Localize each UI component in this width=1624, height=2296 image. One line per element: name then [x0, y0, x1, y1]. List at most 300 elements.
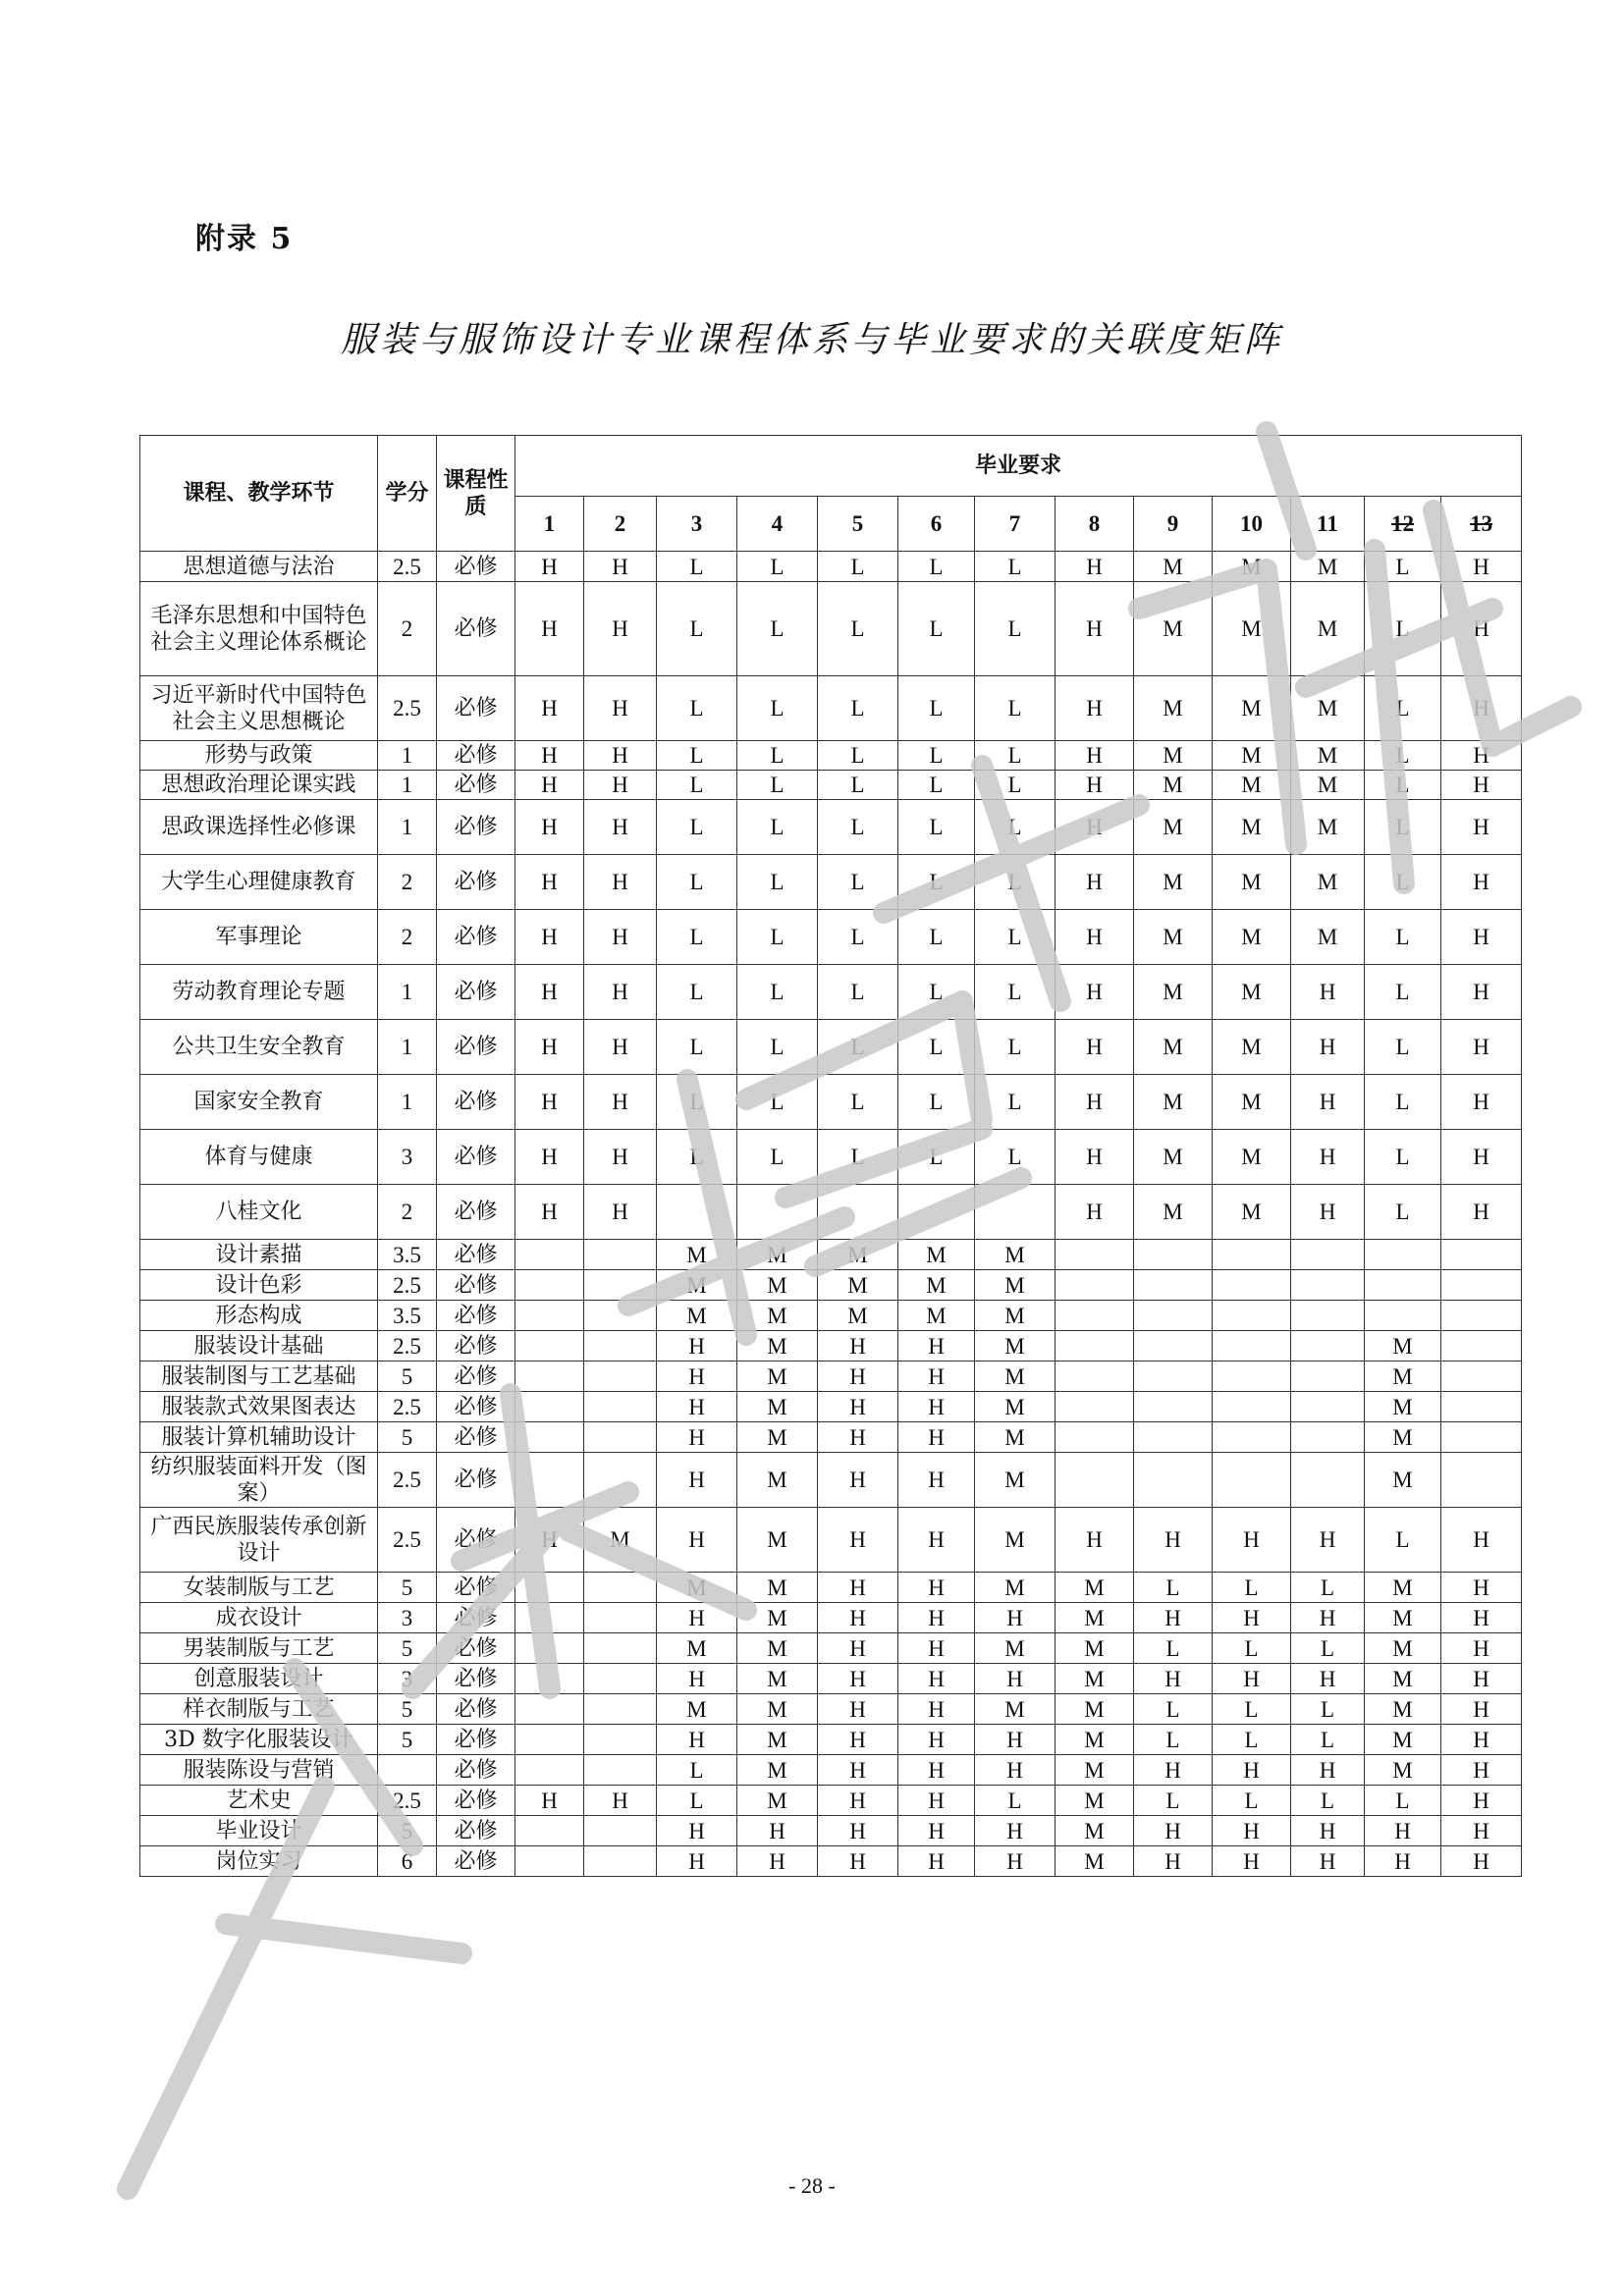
relevance-cell: M: [1056, 1846, 1134, 1877]
relevance-cell: M: [975, 1453, 1056, 1508]
course-credit: 3: [378, 1664, 437, 1694]
relevance-cell: L: [737, 1130, 818, 1185]
relevance-cell: [584, 1362, 657, 1392]
relevance-cell: [1213, 1422, 1291, 1453]
relevance-cell: H: [1365, 1846, 1441, 1877]
relevance-cell: H: [1134, 1508, 1213, 1573]
relevance-cell: H: [1441, 1694, 1522, 1725]
relevance-cell: M: [1365, 1331, 1441, 1362]
table-row: [140, 800, 1522, 855]
relevance-cell: H: [1134, 1603, 1213, 1633]
course-credit: 5: [378, 1362, 437, 1392]
relevance-cell: H: [898, 1362, 975, 1392]
relevance-cell: L: [657, 800, 737, 855]
table-row: [140, 1816, 1522, 1846]
course-name: 服装制图与工艺基础: [140, 1362, 378, 1392]
relevance-cell: H: [1056, 741, 1134, 771]
relevance-cell: [584, 1240, 657, 1270]
course-name: 大学生心理健康教育: [140, 855, 378, 910]
relevance-cell: L: [975, 552, 1056, 582]
course-name: 设计色彩: [140, 1270, 378, 1301]
relevance-cell: M: [1291, 741, 1365, 771]
course-credit: 2.5: [378, 676, 437, 741]
relevance-cell: L: [898, 741, 975, 771]
relevance-cell: H: [584, 965, 657, 1020]
course-nature: 必修: [437, 1392, 515, 1422]
header-req-11: 11: [1291, 497, 1365, 552]
relevance-cell: H: [975, 1725, 1056, 1755]
table-row: [140, 1422, 1522, 1453]
course-name: 体育与健康: [140, 1130, 378, 1185]
relevance-cell: H: [818, 1362, 898, 1392]
table-row: [140, 1694, 1522, 1725]
relevance-cell: M: [898, 1240, 975, 1270]
course-credit: 5: [378, 1816, 437, 1846]
relevance-cell: H: [818, 1816, 898, 1846]
relevance-cell: H: [1056, 1020, 1134, 1075]
relevance-cell: [1134, 1331, 1213, 1362]
relevance-cell: L: [898, 676, 975, 741]
relevance-cell: M: [737, 1573, 818, 1603]
relevance-cell: H: [898, 1755, 975, 1786]
relevance-cell: H: [657, 1816, 737, 1846]
relevance-cell: M: [1134, 582, 1213, 676]
header-req-13: 13: [1441, 497, 1522, 552]
relevance-cell: L: [818, 910, 898, 965]
relevance-cell: H: [1056, 1185, 1134, 1240]
relevance-cell: L: [818, 1130, 898, 1185]
relevance-cell: M: [1213, 1185, 1291, 1240]
relevance-cell: H: [1056, 582, 1134, 676]
relevance-cell: M: [975, 1422, 1056, 1453]
relevance-cell: M: [737, 1270, 818, 1301]
relevance-cell: [975, 1185, 1056, 1240]
relevance-cell: L: [1291, 1786, 1365, 1816]
relevance-cell: H: [1365, 1816, 1441, 1846]
relevance-cell: [737, 1185, 818, 1240]
relevance-cell: H: [657, 1362, 737, 1392]
course-credit: 2.5: [378, 552, 437, 582]
relevance-cell: [515, 1633, 584, 1664]
course-credit: 2.5: [378, 1270, 437, 1301]
relevance-cell: M: [1134, 552, 1213, 582]
relevance-cell: [584, 1603, 657, 1633]
relevance-cell: [515, 1331, 584, 1362]
relevance-cell: M: [1213, 1020, 1291, 1075]
relevance-cell: M: [737, 1453, 818, 1508]
relevance-cell: L: [737, 800, 818, 855]
relevance-cell: H: [1441, 1816, 1522, 1846]
relevance-cell: M: [975, 1240, 1056, 1270]
course-name: 劳动教育理论专题: [140, 965, 378, 1020]
relevance-cell: M: [1365, 1664, 1441, 1694]
course-nature: 必修: [437, 1603, 515, 1633]
relevance-cell: L: [657, 855, 737, 910]
relevance-cell: H: [1056, 800, 1134, 855]
relevance-cell: [584, 1816, 657, 1846]
table-row: [140, 1270, 1522, 1301]
relevance-cell: [515, 1725, 584, 1755]
relevance-cell: L: [737, 676, 818, 741]
relevance-cell: [1213, 1362, 1291, 1392]
course-nature: 必修: [437, 800, 515, 855]
relevance-cell: [515, 1846, 584, 1877]
relevance-cell: L: [1291, 1694, 1365, 1725]
relevance-cell: M: [1134, 910, 1213, 965]
relevance-cell: H: [515, 1508, 584, 1573]
relevance-cell: L: [975, 741, 1056, 771]
relevance-cell: H: [657, 1603, 737, 1633]
course-nature: 必修: [437, 1725, 515, 1755]
relevance-cell: L: [818, 771, 898, 800]
relevance-cell: H: [515, 1020, 584, 1075]
relevance-cell: H: [1441, 1755, 1522, 1786]
relevance-cell: L: [1365, 1185, 1441, 1240]
relevance-cell: M: [975, 1362, 1056, 1392]
relevance-cell: M: [898, 1270, 975, 1301]
relevance-cell: H: [1441, 582, 1522, 676]
header-course: 课程、教学环节: [140, 436, 378, 552]
relevance-cell: L: [1291, 1633, 1365, 1664]
relevance-cell: M: [1213, 910, 1291, 965]
relevance-cell: L: [1365, 855, 1441, 910]
relevance-cell: [515, 1816, 584, 1846]
relevance-cell: H: [584, 1185, 657, 1240]
course-name: 思想政治理论课实践: [140, 771, 378, 800]
header-req-3: 3: [657, 497, 737, 552]
relevance-cell: M: [1056, 1633, 1134, 1664]
relevance-cell: M: [737, 1331, 818, 1362]
table-row: [140, 1301, 1522, 1331]
table-row: [140, 1664, 1522, 1694]
course-credit: 1: [378, 1020, 437, 1075]
relevance-cell: M: [737, 1301, 818, 1331]
course-name: 习近平新时代中国特色社会主义思想概论: [140, 676, 378, 741]
relevance-cell: L: [1365, 1508, 1441, 1573]
relevance-cell: [1134, 1301, 1213, 1331]
course-nature: 必修: [437, 1846, 515, 1877]
relevance-cell: M: [737, 1362, 818, 1392]
relevance-cell: H: [515, 582, 584, 676]
relevance-cell: H: [898, 1331, 975, 1362]
relevance-cell: H: [898, 1633, 975, 1664]
relevance-cell: M: [1213, 1130, 1291, 1185]
relevance-cell: M: [898, 1301, 975, 1331]
relevance-cell: L: [975, 965, 1056, 1020]
relevance-cell: [1213, 1331, 1291, 1362]
relevance-cell: L: [975, 910, 1056, 965]
relevance-cell: M: [1291, 771, 1365, 800]
course-credit: 2: [378, 582, 437, 676]
relevance-cell: M: [1134, 855, 1213, 910]
table-row: [140, 552, 1522, 582]
relevance-cell: H: [1291, 1020, 1365, 1075]
relevance-cell: L: [898, 855, 975, 910]
relevance-cell: L: [1365, 552, 1441, 582]
relevance-cell: [515, 1664, 584, 1694]
relevance-cell: L: [975, 855, 1056, 910]
relevance-cell: L: [657, 1786, 737, 1816]
relevance-cell: H: [1134, 1664, 1213, 1694]
course-credit: 2: [378, 855, 437, 910]
table-row: [140, 965, 1522, 1020]
relevance-cell: H: [1291, 1508, 1365, 1573]
relevance-cell: H: [818, 1453, 898, 1508]
relevance-cell: H: [818, 1846, 898, 1877]
relevance-cell: L: [657, 1020, 737, 1075]
table-row: [140, 676, 1522, 741]
relevance-cell: [1291, 1270, 1365, 1301]
relevance-cell: H: [898, 1694, 975, 1725]
relevance-cell: H: [975, 1603, 1056, 1633]
relevance-cell: M: [737, 1603, 818, 1633]
relevance-cell: M: [1365, 1755, 1441, 1786]
relevance-cell: H: [818, 1786, 898, 1816]
relevance-cell: H: [898, 1664, 975, 1694]
course-credit: 1: [378, 771, 437, 800]
relevance-cell: M: [1056, 1664, 1134, 1694]
relevance-cell: H: [818, 1694, 898, 1725]
course-name: 男装制版与工艺: [140, 1633, 378, 1664]
relevance-cell: H: [515, 741, 584, 771]
relevance-cell: [584, 1633, 657, 1664]
relevance-cell: [515, 1603, 584, 1633]
relevance-cell: L: [818, 1020, 898, 1075]
relevance-cell: M: [1291, 855, 1365, 910]
course-nature: 必修: [437, 1453, 515, 1508]
course-nature: 必修: [437, 1694, 515, 1725]
course-name: 形态构成: [140, 1301, 378, 1331]
relevance-cell: [1056, 1301, 1134, 1331]
relevance-cell: M: [1134, 771, 1213, 800]
relevance-cell: H: [1134, 1816, 1213, 1846]
relevance-cell: [1441, 1331, 1522, 1362]
relevance-cell: H: [657, 1453, 737, 1508]
header-nature: 课程性质: [437, 436, 515, 552]
relevance-cell: L: [737, 965, 818, 1020]
relevance-cell: [1291, 1301, 1365, 1331]
course-credit: 5: [378, 1694, 437, 1725]
relevance-cell: L: [818, 800, 898, 855]
relevance-cell: M: [975, 1301, 1056, 1331]
relevance-cell: M: [1365, 1422, 1441, 1453]
course-credit: 2.5: [378, 1331, 437, 1362]
course-name: 纺织服装面料开发（图案）: [140, 1453, 378, 1508]
relevance-cell: M: [737, 1392, 818, 1422]
relevance-cell: H: [1213, 1816, 1291, 1846]
relevance-cell: M: [737, 1755, 818, 1786]
relevance-cell: H: [1441, 1075, 1522, 1130]
relevance-cell: H: [515, 1130, 584, 1185]
relevance-cell: L: [657, 965, 737, 1020]
relevance-cell: L: [1291, 1725, 1365, 1755]
relevance-cell: [515, 1362, 584, 1392]
relevance-cell: L: [975, 676, 1056, 741]
relevance-cell: [1213, 1392, 1291, 1422]
course-name: 八桂文化: [140, 1185, 378, 1240]
relevance-cell: [1441, 1453, 1522, 1508]
relevance-cell: L: [1365, 1130, 1441, 1185]
relevance-cell: L: [975, 1130, 1056, 1185]
relevance-cell: H: [898, 1573, 975, 1603]
course-nature: 必修: [437, 1508, 515, 1573]
relevance-cell: [1213, 1453, 1291, 1508]
relevance-cell: M: [657, 1270, 737, 1301]
relevance-cell: [584, 1301, 657, 1331]
course-nature: 必修: [437, 771, 515, 800]
relevance-cell: H: [1056, 771, 1134, 800]
relevance-cell: M: [1365, 1633, 1441, 1664]
relevance-cell: L: [737, 910, 818, 965]
course-name: 毕业设计: [140, 1816, 378, 1846]
relevance-cell: L: [657, 771, 737, 800]
relevance-cell: [1441, 1392, 1522, 1422]
relevance-cell: H: [1441, 910, 1522, 965]
relevance-cell: M: [1291, 910, 1365, 965]
header-req-10: 10: [1213, 497, 1291, 552]
relevance-cell: M: [1213, 800, 1291, 855]
relevance-cell: L: [737, 741, 818, 771]
header-req-12: 12: [1365, 497, 1441, 552]
relevance-cell: M: [1213, 582, 1291, 676]
relevance-cell: L: [1213, 1573, 1291, 1603]
relevance-cell: [1213, 1240, 1291, 1270]
relevance-cell: L: [1213, 1694, 1291, 1725]
relevance-cell: H: [584, 910, 657, 965]
relevance-cell: H: [584, 1020, 657, 1075]
relevance-cell: H: [515, 552, 584, 582]
relevance-cell: H: [818, 1633, 898, 1664]
relevance-cell: [1365, 1270, 1441, 1301]
table-row: [140, 771, 1522, 800]
relevance-cell: [584, 1725, 657, 1755]
course-name: 毛泽东思想和中国特色社会主义理论体系概论: [140, 582, 378, 676]
course-name: 形势与政策: [140, 741, 378, 771]
course-credit: 3: [378, 1130, 437, 1185]
relevance-cell: M: [1134, 741, 1213, 771]
relevance-cell: H: [1441, 1725, 1522, 1755]
relevance-cell: H: [515, 965, 584, 1020]
relevance-cell: [1441, 1240, 1522, 1270]
relevance-cell: [1291, 1362, 1365, 1392]
relevance-cell: H: [1441, 1130, 1522, 1185]
relevance-cell: H: [898, 1816, 975, 1846]
relevance-cell: H: [818, 1422, 898, 1453]
course-name: 样衣制版与工艺: [140, 1694, 378, 1725]
relevance-cell: [584, 1694, 657, 1725]
table-row: [140, 1725, 1522, 1755]
relevance-cell: [515, 1240, 584, 1270]
course-credit: 5: [378, 1725, 437, 1755]
relevance-cell: L: [898, 800, 975, 855]
relevance-cell: H: [1441, 855, 1522, 910]
relevance-cell: M: [1056, 1755, 1134, 1786]
relevance-cell: M: [1365, 1362, 1441, 1392]
course-name: 服装设计基础: [140, 1331, 378, 1362]
relevance-cell: H: [737, 1816, 818, 1846]
relevance-cell: H: [898, 1422, 975, 1453]
relevance-cell: H: [1056, 1508, 1134, 1573]
relevance-cell: M: [737, 1694, 818, 1725]
course-nature: 必修: [437, 676, 515, 741]
relevance-cell: H: [1134, 1846, 1213, 1877]
relevance-cell: H: [1441, 552, 1522, 582]
course-nature: 必修: [437, 1270, 515, 1301]
relevance-cell: M: [1056, 1816, 1134, 1846]
course-name: 服装计算机辅助设计: [140, 1422, 378, 1453]
relevance-cell: L: [657, 552, 737, 582]
relevance-cell: M: [1213, 1075, 1291, 1130]
relevance-cell: H: [515, 1075, 584, 1130]
course-nature: 必修: [437, 1362, 515, 1392]
relevance-cell: [1291, 1422, 1365, 1453]
header-credit: 学分: [378, 436, 437, 552]
course-name: 服装款式效果图表达: [140, 1392, 378, 1422]
relevance-cell: M: [1291, 552, 1365, 582]
relevance-cell: H: [818, 1331, 898, 1362]
relevance-cell: L: [898, 771, 975, 800]
relevance-cell: M: [737, 1240, 818, 1270]
header-req-9: 9: [1134, 497, 1213, 552]
relevance-cell: [515, 1301, 584, 1331]
table-row: [140, 1392, 1522, 1422]
relevance-cell: M: [1291, 676, 1365, 741]
relevance-cell: L: [737, 552, 818, 582]
header-req-8: 8: [1056, 497, 1134, 552]
relevance-cell: L: [1291, 1573, 1365, 1603]
course-nature: 必修: [437, 1755, 515, 1786]
relevance-cell: L: [975, 1020, 1056, 1075]
relevance-cell: H: [657, 1664, 737, 1694]
relevance-cell: L: [1213, 1633, 1291, 1664]
relevance-cell: H: [898, 1846, 975, 1877]
relevance-cell: [515, 1573, 584, 1603]
relevance-cell: H: [515, 1185, 584, 1240]
relevance-cell: L: [1213, 1786, 1291, 1816]
relevance-cell: H: [898, 1392, 975, 1422]
relevance-cell: L: [898, 552, 975, 582]
relevance-cell: H: [818, 1392, 898, 1422]
relevance-cell: [1441, 1422, 1522, 1453]
relevance-cell: M: [1213, 741, 1291, 771]
relevance-cell: H: [1291, 1664, 1365, 1694]
relevance-cell: M: [657, 1694, 737, 1725]
relevance-cell: H: [898, 1508, 975, 1573]
course-nature: 必修: [437, 1786, 515, 1816]
course-name: 3D 数字化服装设计: [140, 1725, 378, 1755]
course-name: 国家安全教育: [140, 1075, 378, 1130]
relevance-cell: [1056, 1270, 1134, 1301]
course-name: 创意服装设计: [140, 1664, 378, 1694]
relevance-cell: H: [584, 800, 657, 855]
relevance-cell: M: [1213, 771, 1291, 800]
relevance-cell: M: [1134, 676, 1213, 741]
relevance-cell: H: [657, 1331, 737, 1362]
relevance-cell: H: [1291, 1185, 1365, 1240]
relevance-cell: H: [975, 1664, 1056, 1694]
relevance-cell: H: [818, 1573, 898, 1603]
header-req-2: 2: [584, 497, 657, 552]
relevance-cell: L: [1365, 910, 1441, 965]
course-nature: 必修: [437, 1422, 515, 1453]
header-req-6: 6: [898, 497, 975, 552]
relevance-cell: [584, 1270, 657, 1301]
relevance-cell: [584, 1755, 657, 1786]
relevance-cell: H: [657, 1725, 737, 1755]
relevance-cell: M: [975, 1392, 1056, 1422]
watermark-stroke: [226, 1924, 461, 1953]
table-row: [140, 910, 1522, 965]
